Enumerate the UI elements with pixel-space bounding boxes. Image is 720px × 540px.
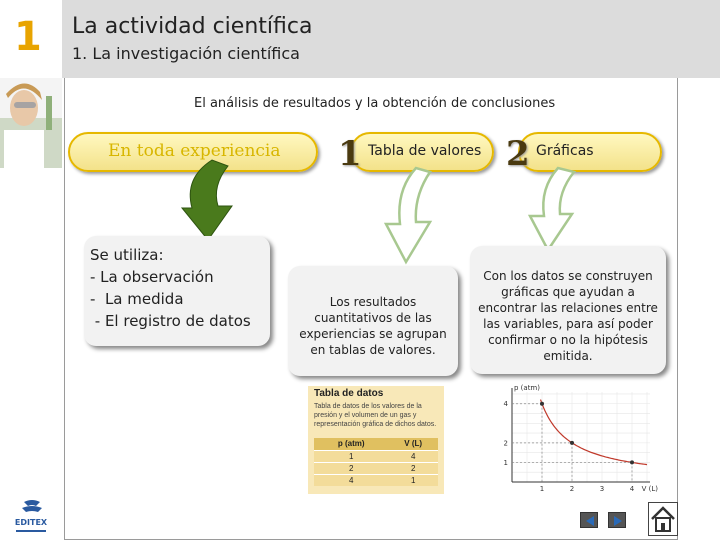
- data-point: [570, 441, 574, 445]
- page-title: La actividad científica: [72, 14, 313, 39]
- usage-card-text: Se utiliza: - La observación - La medida - El registro de datos: [90, 246, 251, 330]
- step-number-2: 2: [506, 134, 530, 174]
- home-icon: [649, 503, 677, 535]
- column-header: p (atm): [314, 438, 388, 450]
- x-tick-label: 4: [629, 485, 635, 493]
- table-row: 1 4: [314, 450, 438, 462]
- x-tick-label: 3: [599, 485, 605, 493]
- next-icon: [609, 513, 627, 529]
- experience-pill-label: En toda experiencia: [108, 141, 281, 161]
- data-point: [630, 460, 634, 464]
- column-header: V (L): [388, 438, 438, 450]
- results-card-text: Los resultados cuantitativos de las experiencias se agrupan en tablas de valores.: [299, 295, 447, 357]
- x-axis-label: V (L): [641, 485, 658, 493]
- editex-logo: [10, 498, 52, 538]
- step-number-1: 1: [338, 134, 362, 174]
- y-tick-label: 2: [503, 439, 508, 448]
- x-tick-label: 1: [539, 485, 545, 493]
- page-subtitle: 1. La investigación científica: [72, 44, 300, 63]
- next-button[interactable]: [608, 512, 626, 528]
- x-tick-label: 2: [569, 485, 575, 493]
- outline-down-arrow-left: [376, 166, 440, 266]
- previous-button[interactable]: [580, 512, 598, 528]
- data-table-title: Tabla de datos: [314, 388, 384, 399]
- table-row: 4 1: [314, 474, 438, 486]
- header-bar: [0, 0, 720, 78]
- section-title: El análisis de resultados y la obtención de conclusiones: [194, 96, 556, 111]
- graphs-card-text: Con los datos se construyen gráficas que ayudan a encontrar las relaciones entre las variables, para así poder confirmar o no la hipótesis emitida.: [478, 269, 658, 363]
- scientist-photo: [0, 78, 62, 168]
- table-row: 2 2: [314, 462, 438, 474]
- home-button[interactable]: [648, 502, 678, 536]
- values-table-label: Tabla de valores: [368, 143, 482, 159]
- y-tick-label: 4: [503, 400, 508, 409]
- hyperbola-curve: [541, 400, 648, 465]
- data-table-description: Tabla de datos de los valores de la presión y el volumen de un gas y representación gráfica de dichos datos.: [314, 403, 437, 428]
- previous-icon: [581, 513, 599, 529]
- graphs-label: Gráficas: [536, 143, 594, 159]
- y-tick-label: 1: [503, 458, 508, 467]
- data-point: [540, 402, 544, 406]
- pressure-volume-graph: [490, 382, 660, 494]
- outline-down-arrow-right: [518, 166, 582, 254]
- y-axis-label: p (atm): [514, 384, 540, 392]
- green-down-arrow: [178, 158, 238, 242]
- data-table: [314, 438, 438, 486]
- svg-text:EDITEX: EDITEX: [14, 518, 48, 527]
- chapter-number: 1: [14, 14, 42, 60]
